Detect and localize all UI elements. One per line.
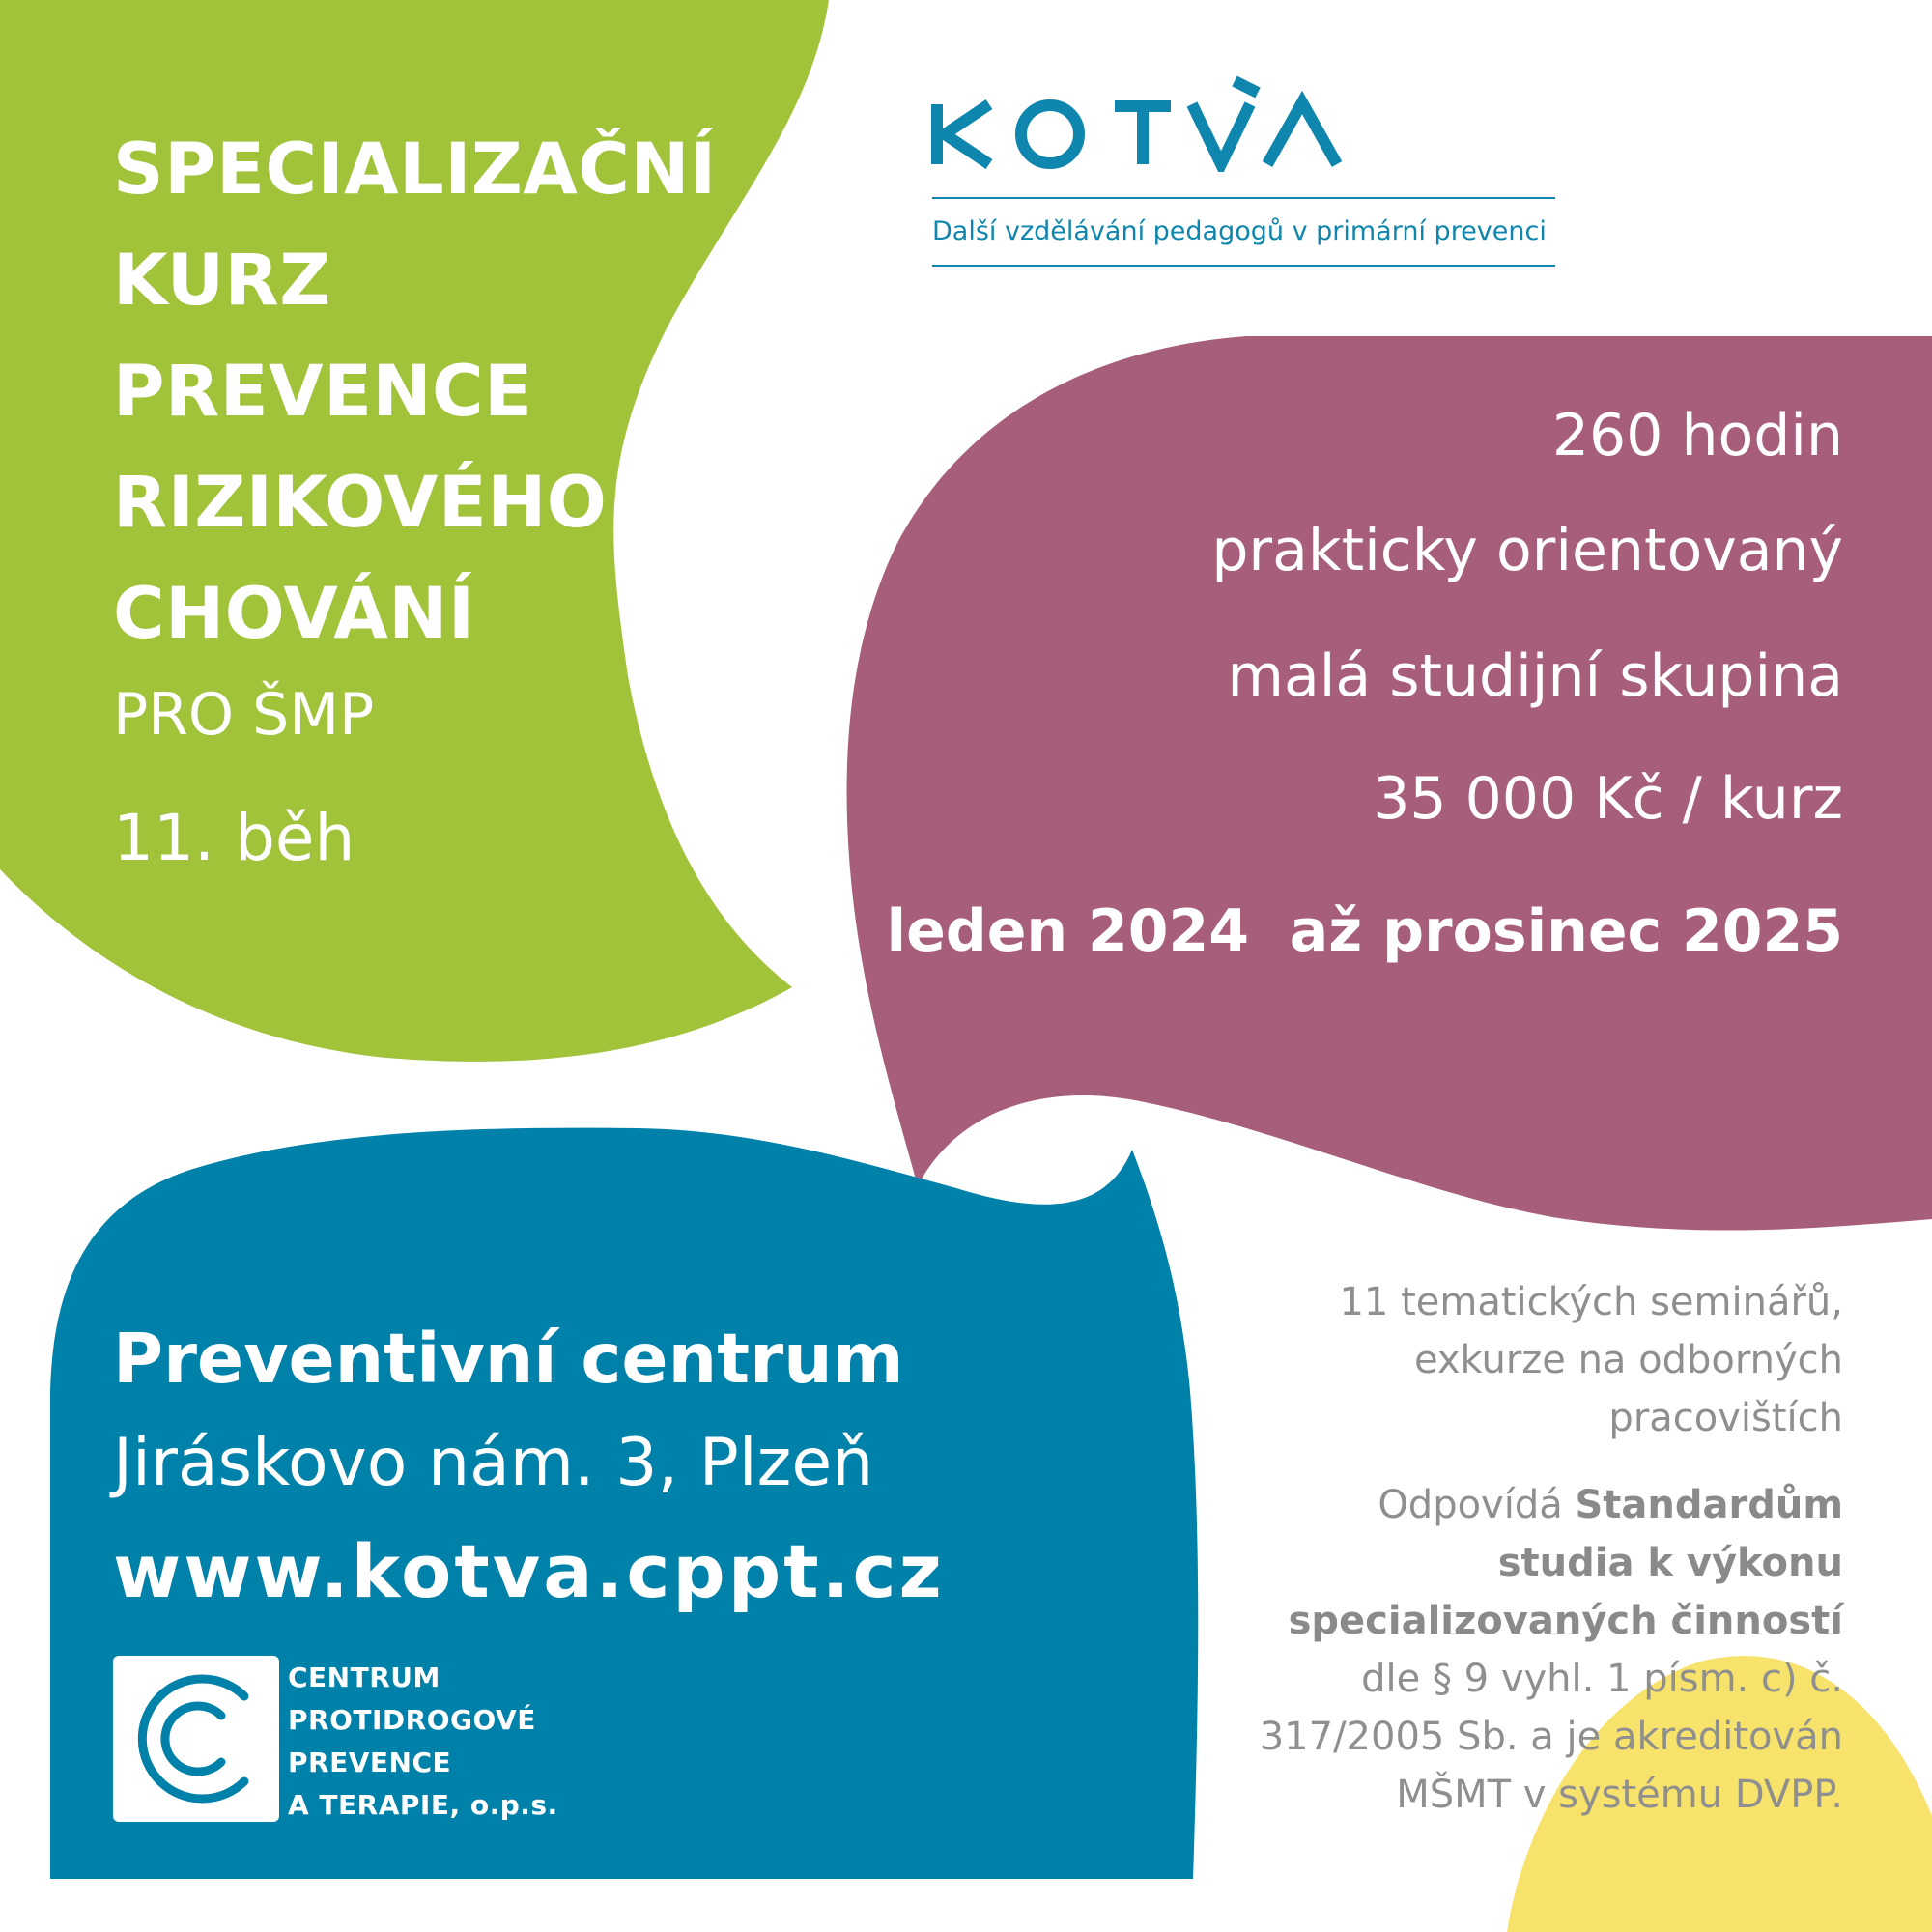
accreditation-line: dle § 9 vyhl. 1 písm. c) č. [1361,1657,1843,1701]
feature-hours: 260 hodin [1551,402,1843,469]
course-title-line: KURZ [113,240,331,322]
course-title-line: RIZIKOVÉHO [113,462,608,544]
accreditation-line [1109,1534,1843,1592]
kotva-divider-top [932,197,1555,199]
accreditation-bold: studia k výkonu [1497,1541,1843,1585]
kotva-divider-bottom [932,265,1555,267]
feature-practical: prakticky orientovaný [1211,517,1843,584]
course-audience: PRO ŠMP [113,681,375,749]
course-run: 11. běh [113,801,355,875]
location-name: Preventivní centrum [113,1319,904,1399]
course-title-line: SPECIALIZAČNÍ [113,128,717,211]
seminars-line: exkurze na odborných [1413,1338,1843,1382]
course-title-line: PREVENCE [113,351,533,433]
cppt-line: PREVENCE [288,1747,452,1778]
seminars-line: 11 tematických seminářů, [1339,1280,1843,1324]
cppt-line: A TERAPIE, o.p.s. [288,1789,558,1821]
seminars-info [1109,1273,1843,1447]
cppt-logo-text [288,1657,558,1827]
seminars-line: pracovištích [1608,1396,1843,1440]
course-title-line: CHOVÁNÍ [113,573,475,655]
feature-price: 35 000 Kč / kurz [1373,765,1843,833]
kotva-logo [929,75,1345,172]
location-address: Jiráskovo nám. 3, Plzeň [113,1425,874,1501]
kotva-tagline: Další vzdělávání pedagogů v primární prevenci [932,216,1547,246]
accreditation-prefix: Odpovídá [1378,1483,1576,1527]
accreditation-line: 317/2005 Sb. a je akreditován [1259,1715,1843,1759]
course-title [113,114,731,669]
website-link[interactable]: www.kotva.cppt.cz [113,1528,945,1614]
cppt-line: PROTIDROGOVÉ [288,1704,536,1736]
accreditation-line [1109,1476,1843,1534]
accreditation-bold: Standardům [1575,1483,1843,1527]
accreditation-bold: specializovaných činností [1288,1599,1843,1643]
accreditation-line [1109,1592,1843,1650]
feature-group: malá studijní skupina [1227,642,1843,710]
accreditation-info [1109,1476,1843,1824]
kotva-logo-text: KOTVA [929,75,933,76]
accreditation-line: MŠMT v systému DVPP. [1396,1773,1843,1817]
cppt-logo-mark [113,1656,279,1822]
cppt-line: CENTRUM [288,1662,440,1693]
feature-dates: leden 2024 až prosinec 2025 [886,897,1843,965]
